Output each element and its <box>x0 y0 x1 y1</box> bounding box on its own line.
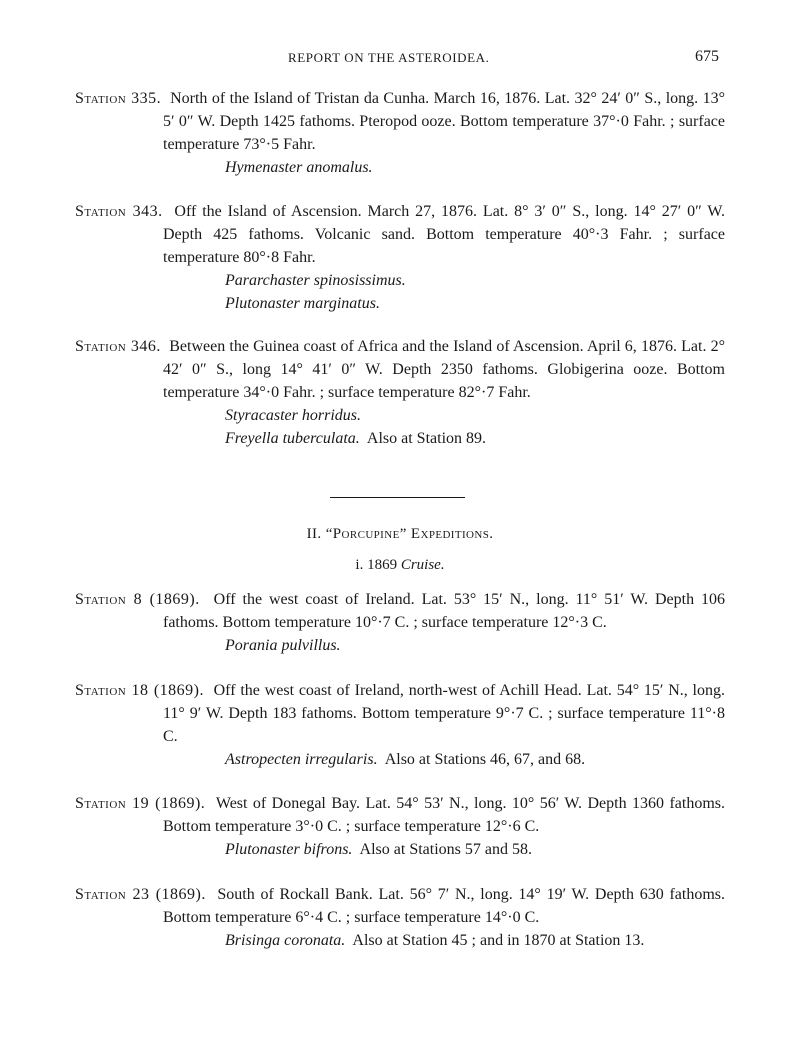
section-title: “Porcupine” Expeditions. <box>325 526 494 542</box>
species-line <box>75 748 725 771</box>
subsection-number: i. 1869 <box>355 557 398 573</box>
station-label: Station 343. <box>75 203 163 220</box>
station-label: Station 23 (1869). <box>75 886 206 903</box>
species-note: Also at Stations 57 and 58. <box>359 841 532 858</box>
running-title: REPORT ON THE ASTEROIDEA. <box>288 50 490 65</box>
species-line <box>75 929 725 952</box>
station-description: Off the Island of Ascension. March 27, 1876. Lat. 8° 3′ 0″ S., long. 14° 27′ 0″ W. Depth 425 fathoms. Volcanic sand. Bottom temperature 40°·3 Fahr. ; surface temperature 80°·8 Fahr. <box>163 203 726 266</box>
station-entry-18-1869 <box>75 679 725 771</box>
species-line <box>75 404 725 427</box>
station-paragraph <box>75 883 725 929</box>
station-description: South of Rockall Bank. Lat. 56° 7′ N., long. 14° 19′ W. Depth 630 fathoms. Bottom temperature 6°·4 C. ; surface temperature 14°·0 C. <box>163 886 726 926</box>
species-name: Plutonaster bifrons. <box>225 841 353 858</box>
species-line <box>75 292 725 315</box>
station-paragraph <box>75 335 725 404</box>
species-line <box>75 634 725 657</box>
species-line <box>75 838 725 861</box>
station-entry-23-1869 <box>75 883 725 952</box>
page-number: 675 <box>695 48 719 65</box>
station-description: West of Donegal Bay. Lat. 54° 53′ N., long. 10° 56′ W. Depth 1360 fathoms. Bottom temperature 3°·0 C. ; surface temperature 12°·6 C. <box>163 795 726 835</box>
species-note: Also at Stations 46, 67, and 68. <box>384 751 586 768</box>
station-description: Off the west coast of Ireland. Lat. 53° 15′ N., long. 11° 51′ W. Depth 106 fathoms. Bottom temperature 10°·7 C. ; surface temperature 12°·3 C. <box>163 591 726 631</box>
section-divider <box>330 497 465 498</box>
species-name: Freyella tuberculata. <box>225 430 360 447</box>
station-description: North of the Island of Tristan da Cunha. March 16, 1876. Lat. 32° 24′ 0″ S., long. 13° 5′ 0″ W. Depth 1425 fathoms. Pteropod ooze. Bottom temperature 37°·0 Fahr. ; surface temperature 73°·5 Fahr. <box>163 90 726 153</box>
species-note: Also at Station 45 ; and in 1870 at Station 13. <box>352 932 645 949</box>
station-label: Station 18 (1869). <box>75 682 204 699</box>
station-entry-335 <box>75 87 725 179</box>
species-name: Pararchaster spinosissimus. <box>225 272 406 289</box>
station-label: Station 19 (1869). <box>75 795 206 812</box>
station-description: Between the Guinea coast of Africa and the Island of Ascension. April 6, 1876. Lat. 2° 42′ 0″ S., long 14° 41′ 0″ W. Depth 2350 fathoms. Globigerina ooze. Bottom temperature 34°·0 Fahr. ; surface temperature 82°·7 Fahr. <box>163 338 726 401</box>
station-entry-8-1869 <box>75 588 725 657</box>
species-name: Plutonaster marginatus. <box>225 295 380 312</box>
section-number: II. <box>306 526 322 542</box>
station-paragraph <box>75 679 725 748</box>
station-label: Station 8 (1869). <box>75 591 200 608</box>
station-description: Off the west coast of Ireland, north-west of Achill Head. Lat. 54° 15′ N., long. 11° 9′ W. Depth 183 fathoms. Bottom temperature 9°·7 C. ; surface temperature 11°·8 C. <box>163 682 725 745</box>
running-head <box>0 50 800 70</box>
section-heading <box>0 526 800 543</box>
species-line <box>75 269 725 292</box>
subsection-heading <box>0 557 800 574</box>
station-paragraph <box>75 87 725 156</box>
station-paragraph <box>75 200 725 269</box>
station-entry-19-1869 <box>75 792 725 861</box>
station-label: Station 346. <box>75 338 161 355</box>
species-name: Porania pulvillus. <box>225 637 341 654</box>
species-line <box>75 156 725 179</box>
species-name: Styracaster horridus. <box>225 407 361 424</box>
station-entry-346 <box>75 335 725 450</box>
species-name: Astropecten irregularis. <box>225 751 378 768</box>
station-entry-343 <box>75 200 725 315</box>
species-name: Hymenaster anomalus. <box>225 159 373 176</box>
station-label: Station 335. <box>75 90 162 107</box>
subsection-title: Cruise. <box>400 557 445 573</box>
station-paragraph <box>75 792 725 838</box>
species-line <box>75 427 725 450</box>
species-note: Also at Station 89. <box>366 430 487 447</box>
station-paragraph <box>75 588 725 634</box>
species-name: Brisinga coronata. <box>225 932 346 949</box>
